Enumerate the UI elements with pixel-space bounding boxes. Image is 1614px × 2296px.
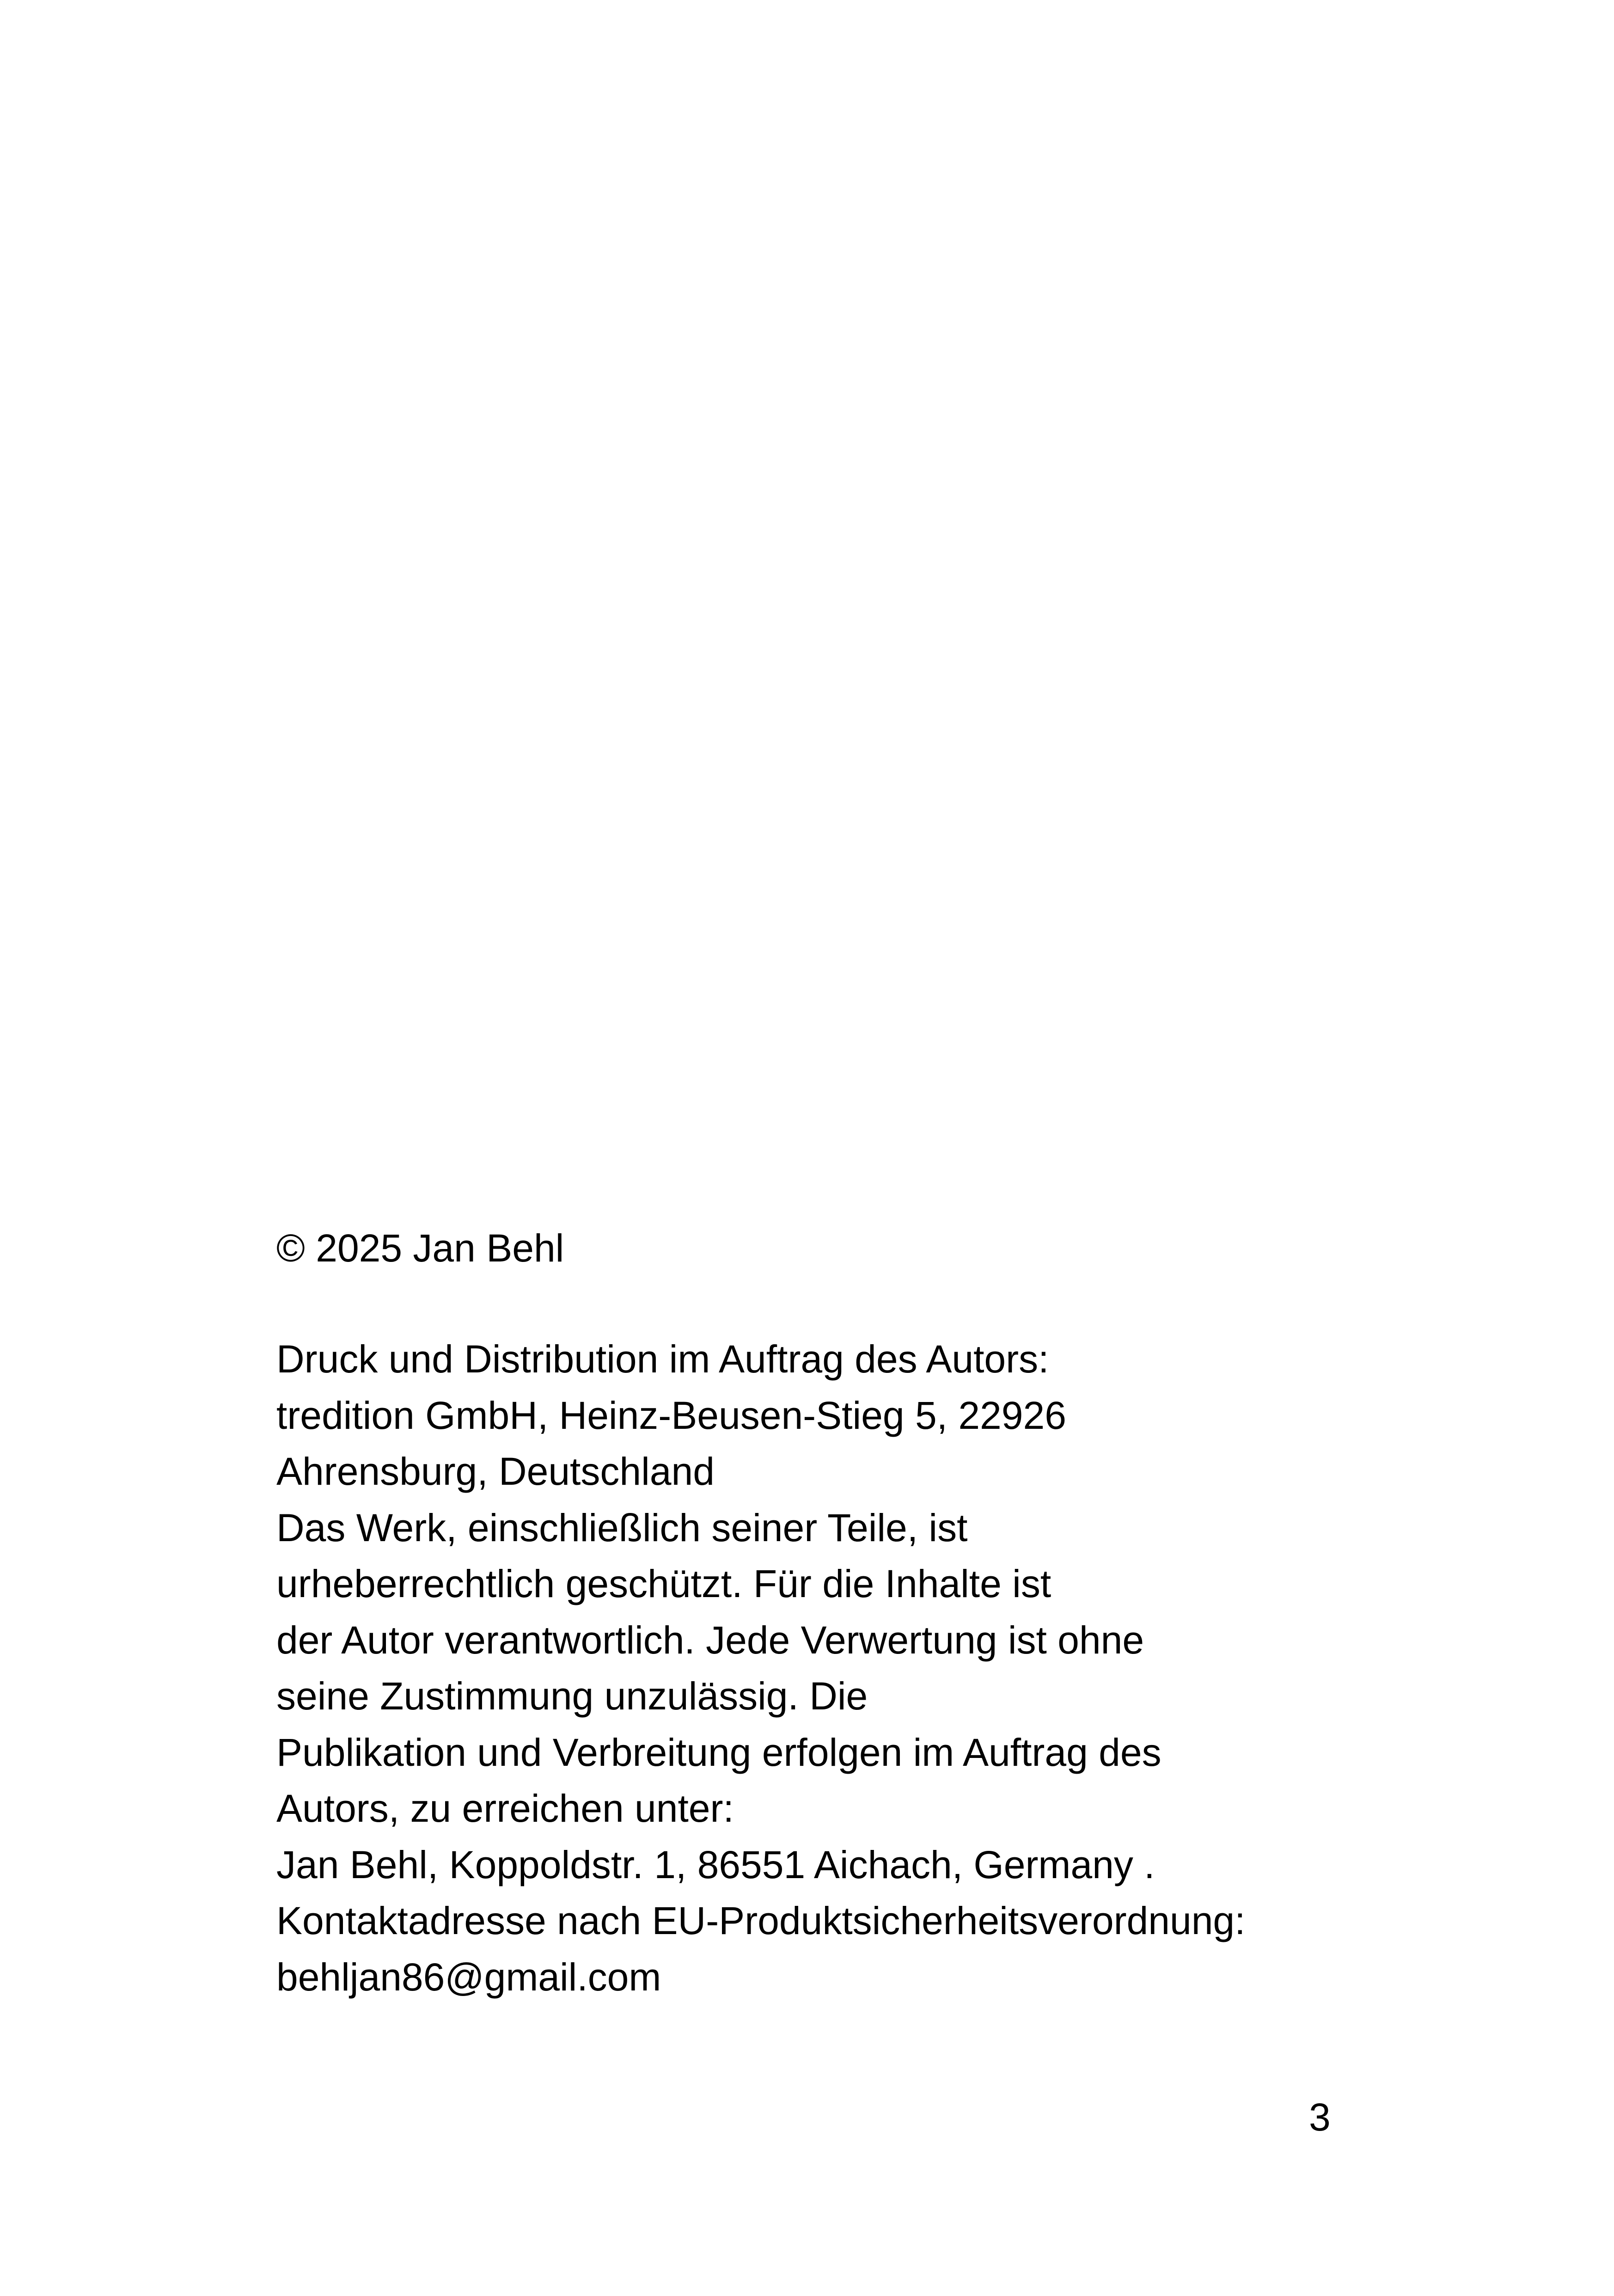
imprint-line-contact-email: behljan86@gmail.com [276, 1955, 661, 1999]
imprint-line-author-address: Jan Behl, Koppoldstr. 1, 86551 Aichach, Germany . [276, 1843, 1155, 1886]
imprint-line-rights-3: der Autor verantwortlich. Jede Verwertung ist ohne [276, 1618, 1144, 1662]
imprint-line-publication-2: Autors, zu erreichen unter: [276, 1787, 734, 1830]
imprint-line-publisher-address: tredition GmbH, Heinz-Beusen-Stieg 5, 22926 [276, 1393, 1066, 1437]
imprint-line-publisher-city: Ahrensburg, Deutschland [276, 1450, 715, 1493]
imprint-line-contact-label: Kontaktadresse nach EU-Produktsicherheitsverordnung: [276, 1899, 1246, 1942]
imprint-line-rights-1: Das Werk, einschließlich seiner Teile, ist [276, 1506, 968, 1549]
imprint-line-publication-1: Publikation und Verbreitung erfolgen im Auftrag des [276, 1730, 1162, 1774]
page-number: 3 [1309, 2095, 1331, 2139]
imprint-line-rights-4: seine Zustimmung unzulässig. Die [276, 1674, 868, 1718]
copyright-notice: © 2025 Jan Behl [276, 1226, 564, 1270]
imprint-line-rights-2: urheberrechtlich geschützt. Für die Inhalte ist [276, 1562, 1052, 1605]
imprint-block [276, 1331, 1245, 2005]
imprint-line-print-distribution: Druck und Distribution im Auftrag des Autors: [276, 1337, 1049, 1381]
